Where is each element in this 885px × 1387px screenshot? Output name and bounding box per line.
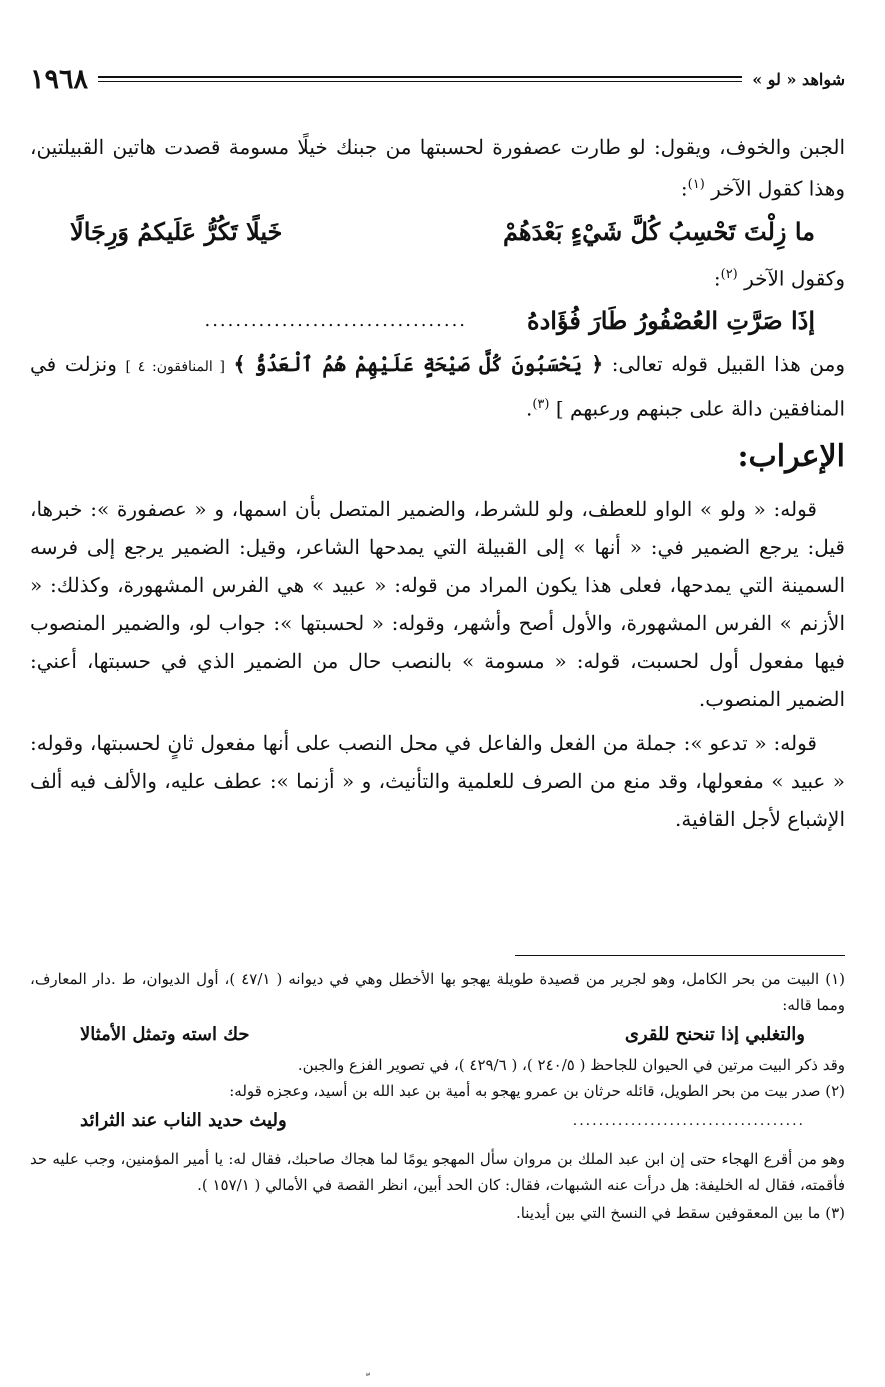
quran-verse: ﴿ يَحْسَبُونَ كُلَّ صَيْحَةٍ عَلَيْهِمْ هُمُ ٱلْعَدُوُّ ﴾: [233, 352, 604, 377]
footnote-2: [30, 1078, 845, 1198]
footnote-1-verse-second: حك استه وتمثل الأمثالا: [80, 1024, 250, 1045]
running-title: شواهد « لو »: [752, 69, 845, 89]
verse-1-first-hemistich: ما زِلْتَ تَحْسِبُ كُلَّ شَيْءٍ بَعْدَهُمْ: [502, 216, 815, 246]
verse-2-omission-dots: ..................................: [204, 310, 468, 332]
footnote-separator: [515, 955, 845, 956]
book-page: [20, 0, 845, 1387]
verse-2: [30, 297, 845, 345]
footnote-2-verse: [30, 1104, 845, 1138]
page-number: ١٩٦٨: [30, 63, 89, 95]
paragraph-2-text: وكقول الآخر: [744, 266, 845, 291]
footnote-1-text: (١) البيت من بحر الكامل، وهو لجرير من قصيدة طويلة يهجو بها الأخطل وهي في ديوانه ( ٤٧/١ )، أول الديوان، ط .دار المعارف، ومما قاله:: [30, 970, 845, 1014]
paragraph-4: قوله: « ولو » الواو للعطف، ولو للشرط، والضمير المتصل بأن اسمها، و « عصفورة »: خبرها، قيل: يرجع الضمير في: « أنها » إلى القبيلة التي يمدحها الشاعر، وقيل: الضمير يرجع إلى فرسه السمينة التي يمدحها، فعلى هذا يكون المراد من قوله: « عبيد » هي الفرس المشهورة، وكذلك: « الأزنم » الفرس المشهورة، والأول أصح وأشهر، وقوله: « لحسبتها »: جواب لو، والضمير المنصوب فيها مفعول أول لحسبت، قوله: « مسومة » بالنصب حال من الضمير الذي في حسبتها، أعني: الضمير المنصوب.: [30, 496, 845, 711]
footnote-ref-1[interactable]: (١): [687, 177, 705, 192]
footnote-2-text: (٢) صدر بيت من بحر الطويل، قائله حرثان بن عمرو يهجو به أمية بن عبد الله بن أسيد، وعجزه قوله:: [229, 1082, 845, 1100]
footnote-3: (٣) ما بين المعقوفين سقط في النسخ التي بين أيدينا.: [515, 1204, 845, 1222]
header-rule: [98, 76, 742, 82]
paragraph-2-end: :: [713, 266, 721, 291]
paragraph-1-line-2: القبيلتين، وهذا كقول الآخر: [30, 135, 845, 201]
verse-2-first-hemistich: إذَا صَرَّتِ العُصْفُورُ طَارَ فُؤَادهُ: [527, 306, 815, 336]
footnote-2-verse-second: وليث حديد الناب عند الثرائد: [80, 1110, 287, 1131]
main-text: [30, 128, 845, 838]
paragraph-1: [30, 128, 845, 208]
running-header: [30, 64, 845, 94]
paragraph-1-end: :: [680, 176, 688, 201]
footnote-ref-3[interactable]: (٣): [532, 397, 550, 413]
footnote-1-verse-first: والتغلبي إذا تنحنح للقرى: [624, 1024, 805, 1045]
footnote-2-omission-dots: ....................................: [572, 1113, 805, 1129]
paragraph-3-start: ومن هذا القبيل قوله تعالى:: [611, 352, 846, 377]
footnote-1-after: وقد ذكر البيت مرتين في الحيوان للجاحظ ( ٢٤٠/٥ )، ( ٤٢٩/٦ )، في تصوير الفزع والجبن.: [297, 1056, 845, 1074]
paragraph-3: [30, 345, 845, 428]
paragraph-1-line-1: الجبن والخوف، ويقول: لو طارت عصفورة لحسبتها من جبنك خيلًا مسومة قصدت هاتين: [112, 135, 846, 159]
verse-1: [30, 208, 845, 256]
verse-1-second-hemistich: خَيلًا تَكُرُّ عَلَيكمُ وَرِجَالًا: [70, 216, 283, 246]
footnote-1-verse: [30, 1018, 845, 1052]
paragraph-3-end: .: [525, 396, 533, 421]
quran-reference: [ المنافقون: ٤ ]: [125, 359, 225, 376]
section-heading-irab: الإعراب:: [737, 438, 845, 474]
footnotes: [30, 966, 845, 1226]
paragraph-3-middle: ونزلت في المنافقين دالة على جبنهم ورعبهم ]: [30, 352, 845, 421]
footnote-ref-2[interactable]: (٢): [720, 266, 738, 282]
footnote-1: [30, 966, 845, 1078]
footnote-2-after: وهو من أقرع الهجاء حتى إن ابن عبد الملك بن مروان سأل المهجو يومًا لما هجاك صاحبك، فقال له: يا أمير المؤمنين، وجب عليه حد فأقمته، فقال له الخليفة: هل درأت عنه الشبهات، فقال: كان الحد أبين، انظر القصة في الأمالي ( ١٥٧/١ ).: [30, 1150, 845, 1194]
paragraph-5: قوله: « تدعو »: جملة من الفعل والفاعل في محل النصب على أنها مفعول ثانٍ لحسبتها، وقوله: « عبيد » مفعولها، وقد منع من الصرف للعلمية والتأنيث، و « أزنما »: عطف عليه، والألف فيه ألف الإشباع لأجل القافية.: [30, 730, 845, 831]
paragraph-2: [30, 256, 845, 298]
